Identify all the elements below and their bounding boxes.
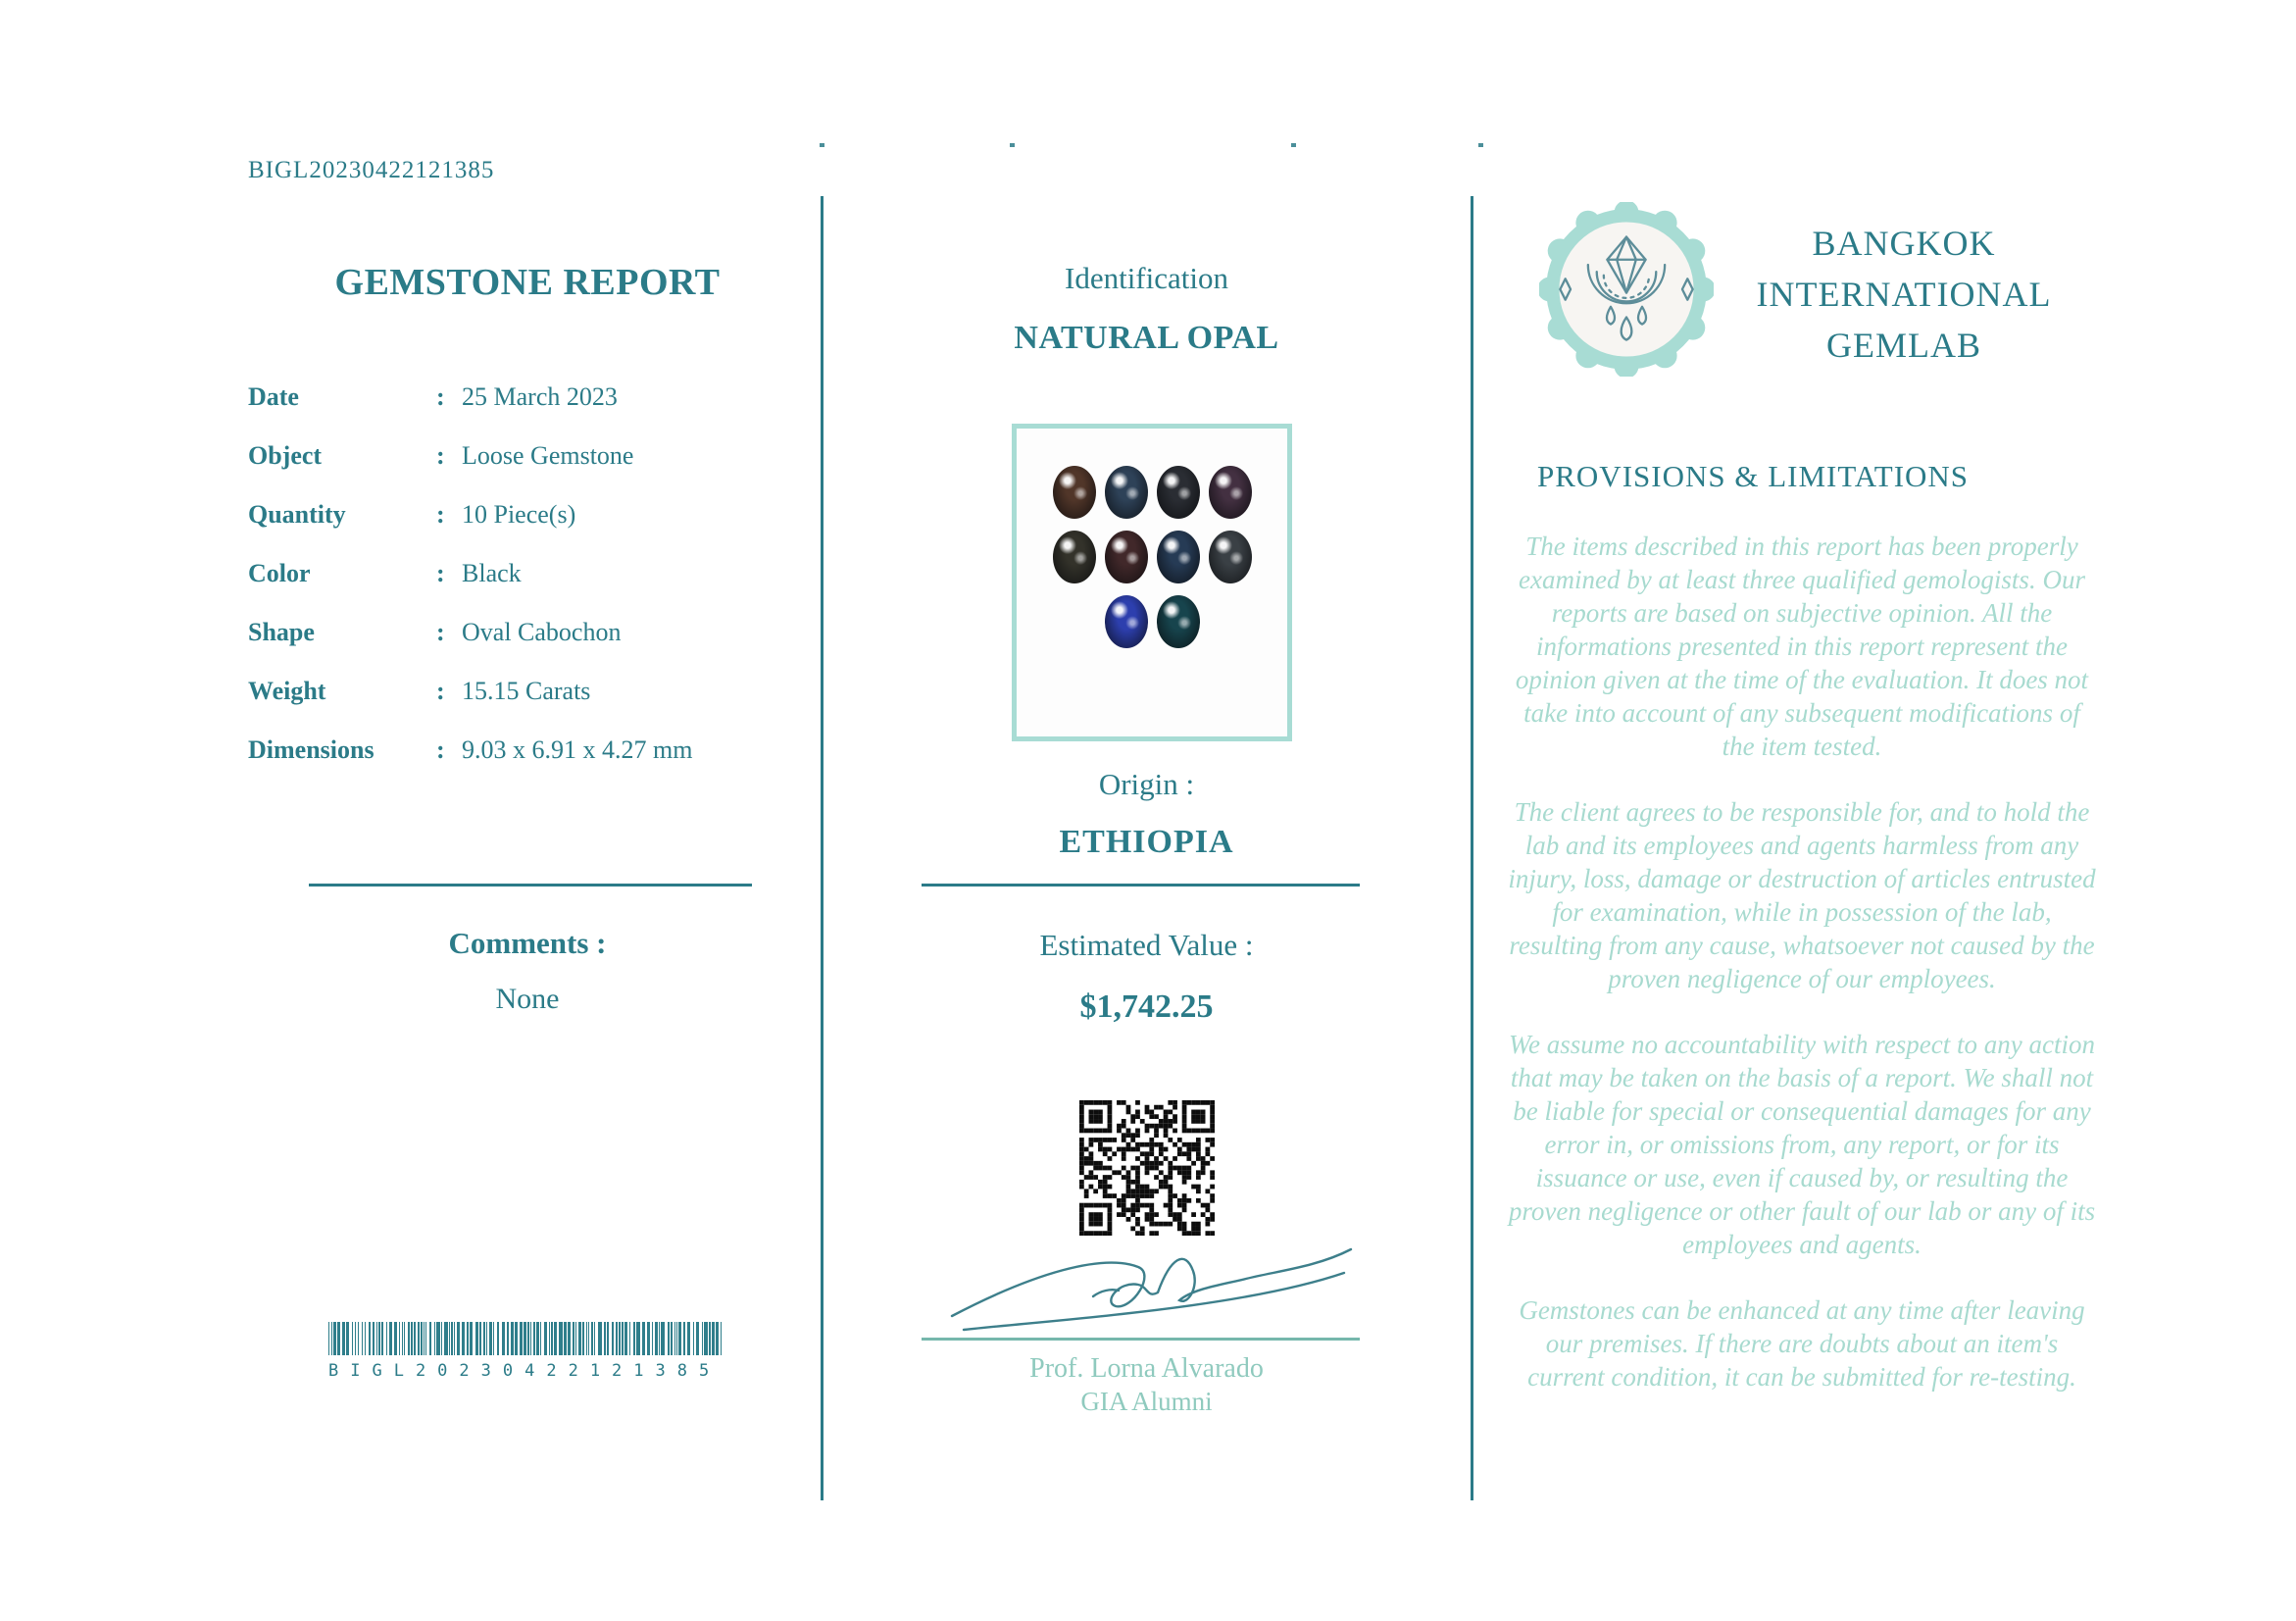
stone-row (1053, 466, 1252, 519)
field-colon: : (436, 735, 445, 764)
gemstone (1105, 531, 1148, 583)
origin-value: ETHIOPIA (1059, 824, 1234, 860)
report-title: GEMSTONE REPORT (334, 262, 721, 303)
field-colon: : (436, 500, 445, 529)
registration-mark (1010, 143, 1015, 147)
signature (946, 1241, 1358, 1342)
barcode-bars (328, 1322, 726, 1355)
field-colon: : (436, 677, 445, 705)
field-label: Color (248, 559, 311, 587)
gemstone (1209, 466, 1252, 519)
gemstone (1053, 466, 1096, 519)
signature-stroke (946, 1241, 1358, 1342)
estimated-value: $1,742.25 (1079, 988, 1214, 1025)
gemstone (1157, 595, 1200, 648)
gemstone (1209, 531, 1252, 583)
field-row-quantity (248, 500, 807, 530)
field-value: Black (462, 559, 522, 587)
registration-mark (1478, 143, 1483, 147)
signature-divider (922, 1338, 1360, 1341)
field-row-object (248, 441, 807, 471)
gemstone-photo (1012, 424, 1292, 741)
field-label: Quantity (248, 500, 346, 529)
field-label: Shape (248, 618, 315, 646)
field-label: Dimensions (248, 735, 374, 764)
field-colon: : (436, 559, 445, 587)
lab-logo-seal-icon (1539, 202, 1714, 377)
registration-mark (1291, 143, 1296, 147)
gemstone (1157, 531, 1200, 583)
qr-code-svg (1079, 1100, 1215, 1236)
field-row-date (248, 382, 807, 412)
stone-row (1053, 531, 1252, 583)
field-row-shape (248, 618, 807, 647)
report-number: BIGL20230422121385 (248, 157, 495, 183)
origin-label: Origin : (1098, 767, 1195, 801)
provisions-paragraphs (1508, 530, 2096, 1426)
field-row-dimensions (248, 735, 807, 765)
provisions-paragraph: Gemstones can be enhanced at any time after leaving our premises. If there are doubts about an item's current condition, it can be submitted for re-testing. (1519, 1295, 2085, 1392)
comments-value: None (495, 983, 560, 1015)
comments-label: Comments : (448, 926, 607, 960)
signer-name: Prof. Lorna Alvarado (1029, 1353, 1264, 1384)
gemstone (1053, 531, 1096, 583)
field-label: Weight (248, 677, 326, 705)
report-fields (248, 382, 807, 794)
registration-mark (820, 143, 824, 147)
field-value: 10 Piece(s) (462, 500, 576, 529)
identification-value: NATURAL OPAL (1014, 320, 1279, 356)
identification-heading: Identification (1065, 261, 1228, 295)
lab-logo (1539, 202, 1714, 377)
lab-name-line: GEMLAB (1826, 326, 1981, 365)
field-value: Loose Gemstone (462, 441, 634, 470)
field-colon: : (436, 618, 445, 646)
field-colon: : (436, 441, 445, 470)
lab-name-line: INTERNATIONAL (1756, 275, 2052, 314)
estimated-value-label: Estimated Value : (1039, 928, 1254, 962)
comments-divider (309, 884, 752, 886)
gemstone (1157, 466, 1200, 519)
barcode-text: BIGL20230422121385 (328, 1361, 722, 1381)
provisions-heading: PROVISIONS & LIMITATIONS (1537, 459, 1970, 493)
provisions-paragraph: The client agrees to be responsible for, and to hold the lab and its employees and agents harmless from any injury, loss, damage or destruction of articles entrusted for examination, while in possession of the lab, resulting from any cause, whatsoever not caused by the proven negligence of our employees. (1508, 797, 2096, 993)
gemstone (1105, 595, 1148, 648)
field-colon: : (436, 382, 445, 411)
provisions-paragraph: The items described in this report has been properly examined by at least three qualified gemologists. Our reports are based on subjective opinion. All the informations presented in this report represent the opinion given at the time of the evaluation. It does not take into account of any subsequent modifications of the item tested. (1515, 532, 2089, 761)
field-value: 15.15 Carats (462, 677, 591, 705)
provisions-paragraph: We assume no accountability with respect to any action that may be taken on the basis of a report. We shall not be liable for special or consequential damages for any error in, or omissions from, any report, or for its issuance or use, even if caused by, or resulting the proven negligence or other fault of our lab or any of its employees and agents. (1508, 1030, 2096, 1259)
field-label: Object (248, 441, 323, 470)
field-value: 9.03 x 6.91 x 4.27 mm (462, 735, 693, 764)
lab-name-line: BANGKOK (1812, 224, 1996, 263)
field-value: Oval Cabochon (462, 618, 622, 646)
stone-row (1105, 595, 1200, 648)
gemstone (1105, 466, 1148, 519)
field-label: Date (248, 382, 299, 411)
barcode (328, 1322, 726, 1381)
field-row-color (248, 559, 807, 588)
origin-divider (922, 884, 1360, 886)
qr-code (1079, 1100, 1215, 1236)
field-row-weight (248, 677, 807, 706)
signer-title: GIA Alumni (1080, 1387, 1213, 1416)
field-value: 25 March 2023 (462, 382, 618, 411)
lab-name (1727, 218, 2080, 371)
